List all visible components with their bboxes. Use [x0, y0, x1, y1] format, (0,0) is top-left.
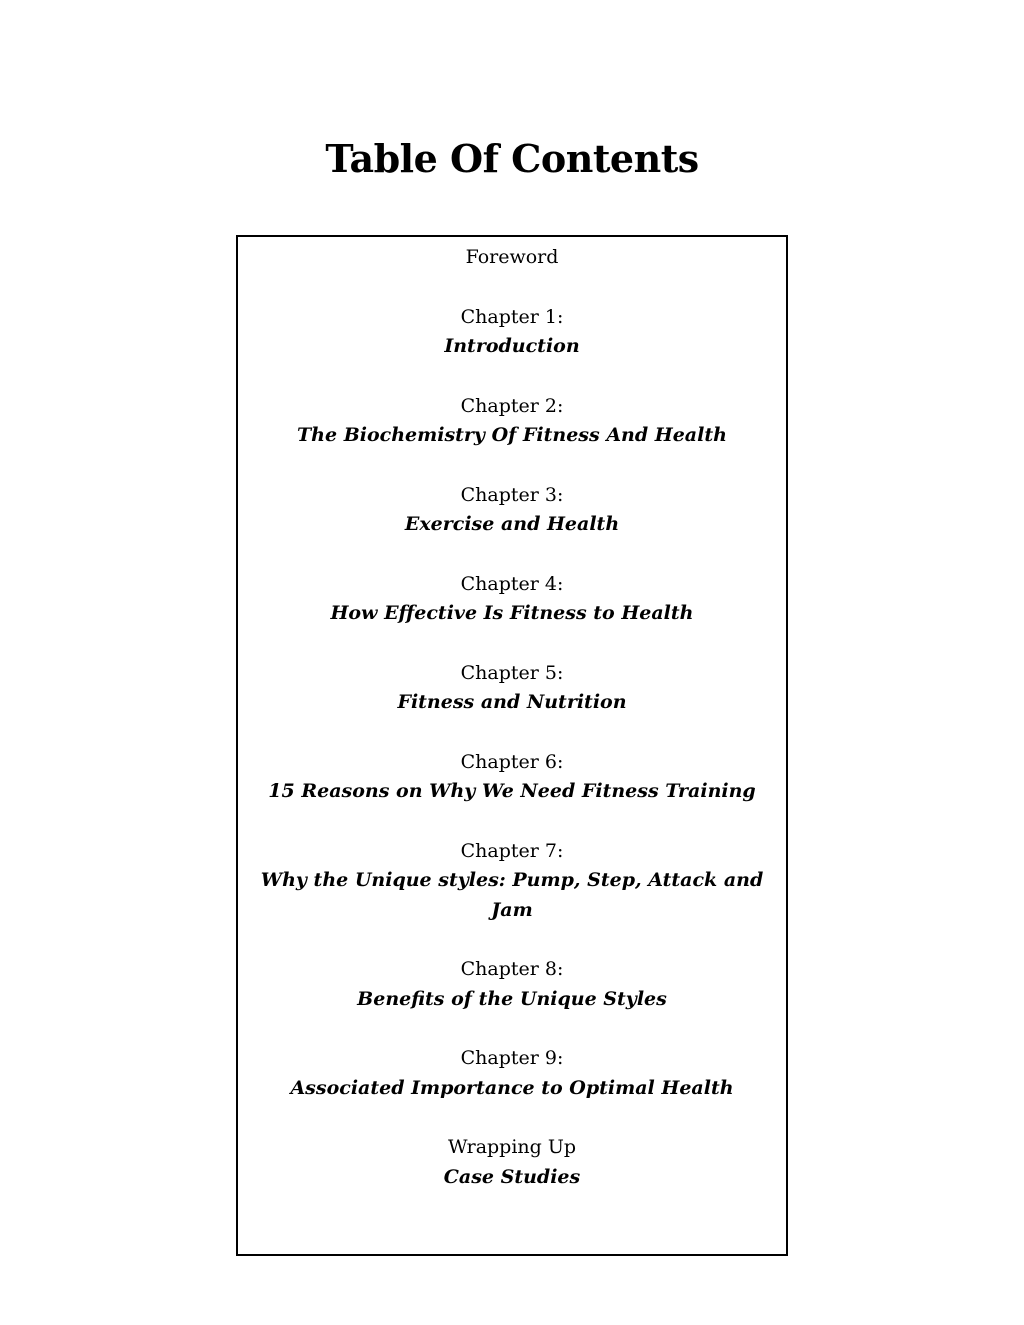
- toc-entry-title: Exercise and Health: [404, 513, 620, 535]
- toc-entry-label: Chapter 2:: [460, 394, 564, 417]
- toc-entry-chapter-7: [238, 837, 786, 926]
- toc-entry-title: The Biochemistry Of Fitness And Health: [297, 424, 727, 446]
- toc-list: [238, 243, 786, 1222]
- toc-entry-label: Wrapping Up: [447, 1136, 577, 1158]
- toc-entry-label: Chapter 4:: [460, 572, 564, 595]
- toc-entry-title: Case Studies: [443, 1165, 581, 1188]
- toc-entry-chapter-4: [238, 570, 786, 629]
- toc-entry-title: Why the Unique styles: Pump, Step, Attack and Jam: [260, 869, 764, 921]
- toc-entry-label: Foreword: [465, 246, 559, 268]
- toc-entry-title: 15 Reasons on Why We Need Fitness Training: [268, 780, 756, 802]
- toc-entry-title: Introduction: [444, 335, 580, 357]
- toc-entry-title: How Effective Is Fitness to Health: [330, 602, 694, 624]
- toc-entry-wrapping-up: [238, 1133, 786, 1192]
- toc-entry-label: Chapter 8:: [460, 958, 564, 980]
- toc-entry-label: Chapter 9:: [460, 1047, 564, 1069]
- toc-entry-label: Chapter 5:: [460, 661, 564, 684]
- toc-entry-chapter-2: [238, 392, 786, 451]
- toc-entry-title: Associated Importance to Optimal Health: [290, 1076, 734, 1099]
- toc-entry-chapter-5: [238, 659, 786, 718]
- table-of-contents-box: [236, 235, 788, 1256]
- toc-entry-chapter-1: [238, 303, 786, 362]
- toc-entry-chapter-3: [238, 481, 786, 540]
- toc-entry-title: Fitness and Nutrition: [397, 691, 627, 713]
- toc-entry-chapter-6: [238, 748, 786, 807]
- toc-entry-chapter-9: [238, 1044, 786, 1103]
- toc-entry-label: Chapter 6:: [460, 750, 564, 773]
- toc-entry-label: Chapter 7:: [460, 839, 564, 862]
- page-title: Table Of Contents: [325, 136, 699, 181]
- toc-entry-title: Benefits of the Unique Styles: [357, 987, 667, 1010]
- toc-entry-foreword: [238, 243, 786, 273]
- toc-entry-label: Chapter 3:: [460, 483, 564, 506]
- toc-entry-label: Chapter 1:: [460, 305, 564, 328]
- toc-entry-chapter-8: [238, 955, 786, 1014]
